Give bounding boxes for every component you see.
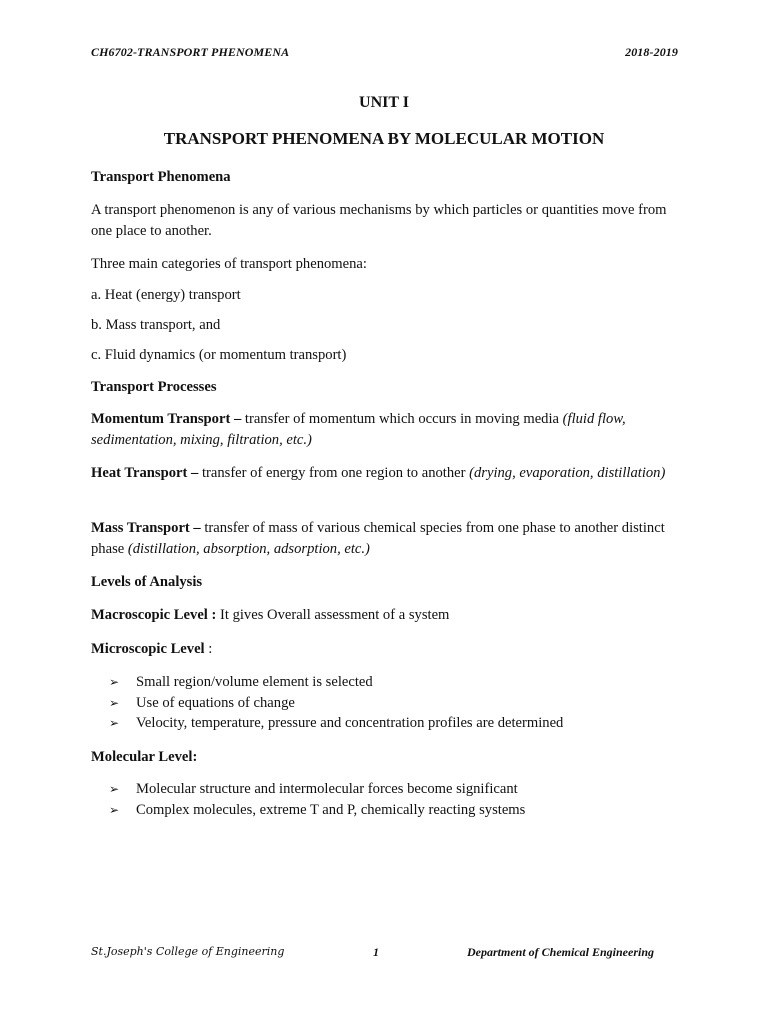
heat-transport-examples: (drying, evaporation, distillation) bbox=[469, 465, 666, 481]
header-course-code: CH6702-TRANSPORT PHENOMENA bbox=[91, 45, 290, 59]
list-item-text: Molecular structure and intermolecular forces become significant bbox=[136, 781, 518, 797]
microscopic-level-text: : bbox=[204, 641, 213, 657]
heading-levels-of-analysis: Levels of Analysis bbox=[91, 574, 203, 590]
list-item bbox=[109, 672, 699, 693]
list-item-text: Use of equations of change bbox=[136, 694, 295, 711]
list-item-text: Velocity, temperature, pressure and concentration profiles are determined bbox=[136, 715, 564, 732]
definition-paragraph: A transport phenomenon is any of various mechanisms by which particles or quantities move from one place to another. bbox=[91, 202, 667, 239]
arrow-bullet-icon: ➢ bbox=[109, 675, 120, 689]
footer-page-number: 1 bbox=[373, 945, 379, 959]
macroscopic-level-term: Macroscopic Level : bbox=[91, 607, 217, 623]
list-item bbox=[109, 713, 699, 734]
microscopic-level-term: Microscopic Level bbox=[91, 641, 205, 657]
arrow-bullet-icon: ➢ bbox=[109, 782, 120, 796]
heading-molecular-level: Molecular Level: bbox=[91, 749, 198, 765]
macroscopic-level-text: It gives Overall assessment of a system bbox=[216, 607, 450, 623]
momentum-transport-text: transfer of momentum which occurs in moving media bbox=[241, 411, 563, 427]
mass-transport-term: Mass Transport – bbox=[91, 520, 201, 536]
categories-intro: Three main categories of transport phenomena: bbox=[91, 256, 367, 272]
list-item bbox=[109, 800, 699, 821]
footer-college-name: St.Joseph's College of Engineering bbox=[91, 945, 285, 958]
macroscopic-level-paragraph bbox=[91, 605, 691, 626]
list-item-text: Small region/volume element is selected bbox=[136, 674, 373, 690]
heading-transport-phenomena: Transport Phenomena bbox=[91, 169, 231, 185]
microscopic-bullet-list bbox=[109, 672, 699, 734]
molecular-bullet-list bbox=[109, 779, 699, 820]
mass-transport-text: transfer of mass of various chemical species from one phase to another distinct phase bbox=[91, 520, 665, 557]
arrow-bullet-icon: ➢ bbox=[109, 802, 120, 817]
list-item bbox=[109, 693, 699, 714]
mass-transport-paragraph bbox=[91, 518, 691, 559]
unit-heading: UNIT I bbox=[359, 94, 409, 111]
list-item-text: Complex molecules, extreme T and P, chemically reacting systems bbox=[136, 801, 526, 818]
momentum-transport-examples: (fluid flow, sedimentation, mixing, filtration, etc.) bbox=[91, 411, 626, 448]
page-title: TRANSPORT PHENOMENA BY MOLECULAR MOTION bbox=[163, 129, 605, 148]
heat-transport-text: transfer of energy from one region to another bbox=[198, 465, 470, 481]
arrow-bullet-icon: ➢ bbox=[109, 695, 120, 710]
heading-transport-processes: Transport Processes bbox=[91, 379, 217, 395]
arrow-bullet-icon: ➢ bbox=[109, 716, 120, 731]
heat-transport-term: Heat Transport – bbox=[91, 465, 199, 481]
category-mass: b. Mass transport, and bbox=[91, 317, 221, 333]
category-heat: a. Heat (energy) transport bbox=[91, 287, 241, 303]
mass-transport-examples: (distillation, absorption, adsorption, etc.) bbox=[127, 540, 370, 557]
momentum-transport-paragraph bbox=[91, 409, 691, 450]
microscopic-level-paragraph bbox=[91, 639, 691, 660]
list-item bbox=[109, 779, 699, 800]
footer-department: Department of Chemical Engineering bbox=[466, 945, 654, 959]
heat-transport-paragraph bbox=[91, 463, 691, 484]
momentum-transport-term: Momentum Transport – bbox=[91, 411, 242, 427]
category-fluid: c. Fluid dynamics (or momentum transport) bbox=[91, 347, 347, 363]
header-academic-year: 2018-2019 bbox=[625, 45, 678, 59]
